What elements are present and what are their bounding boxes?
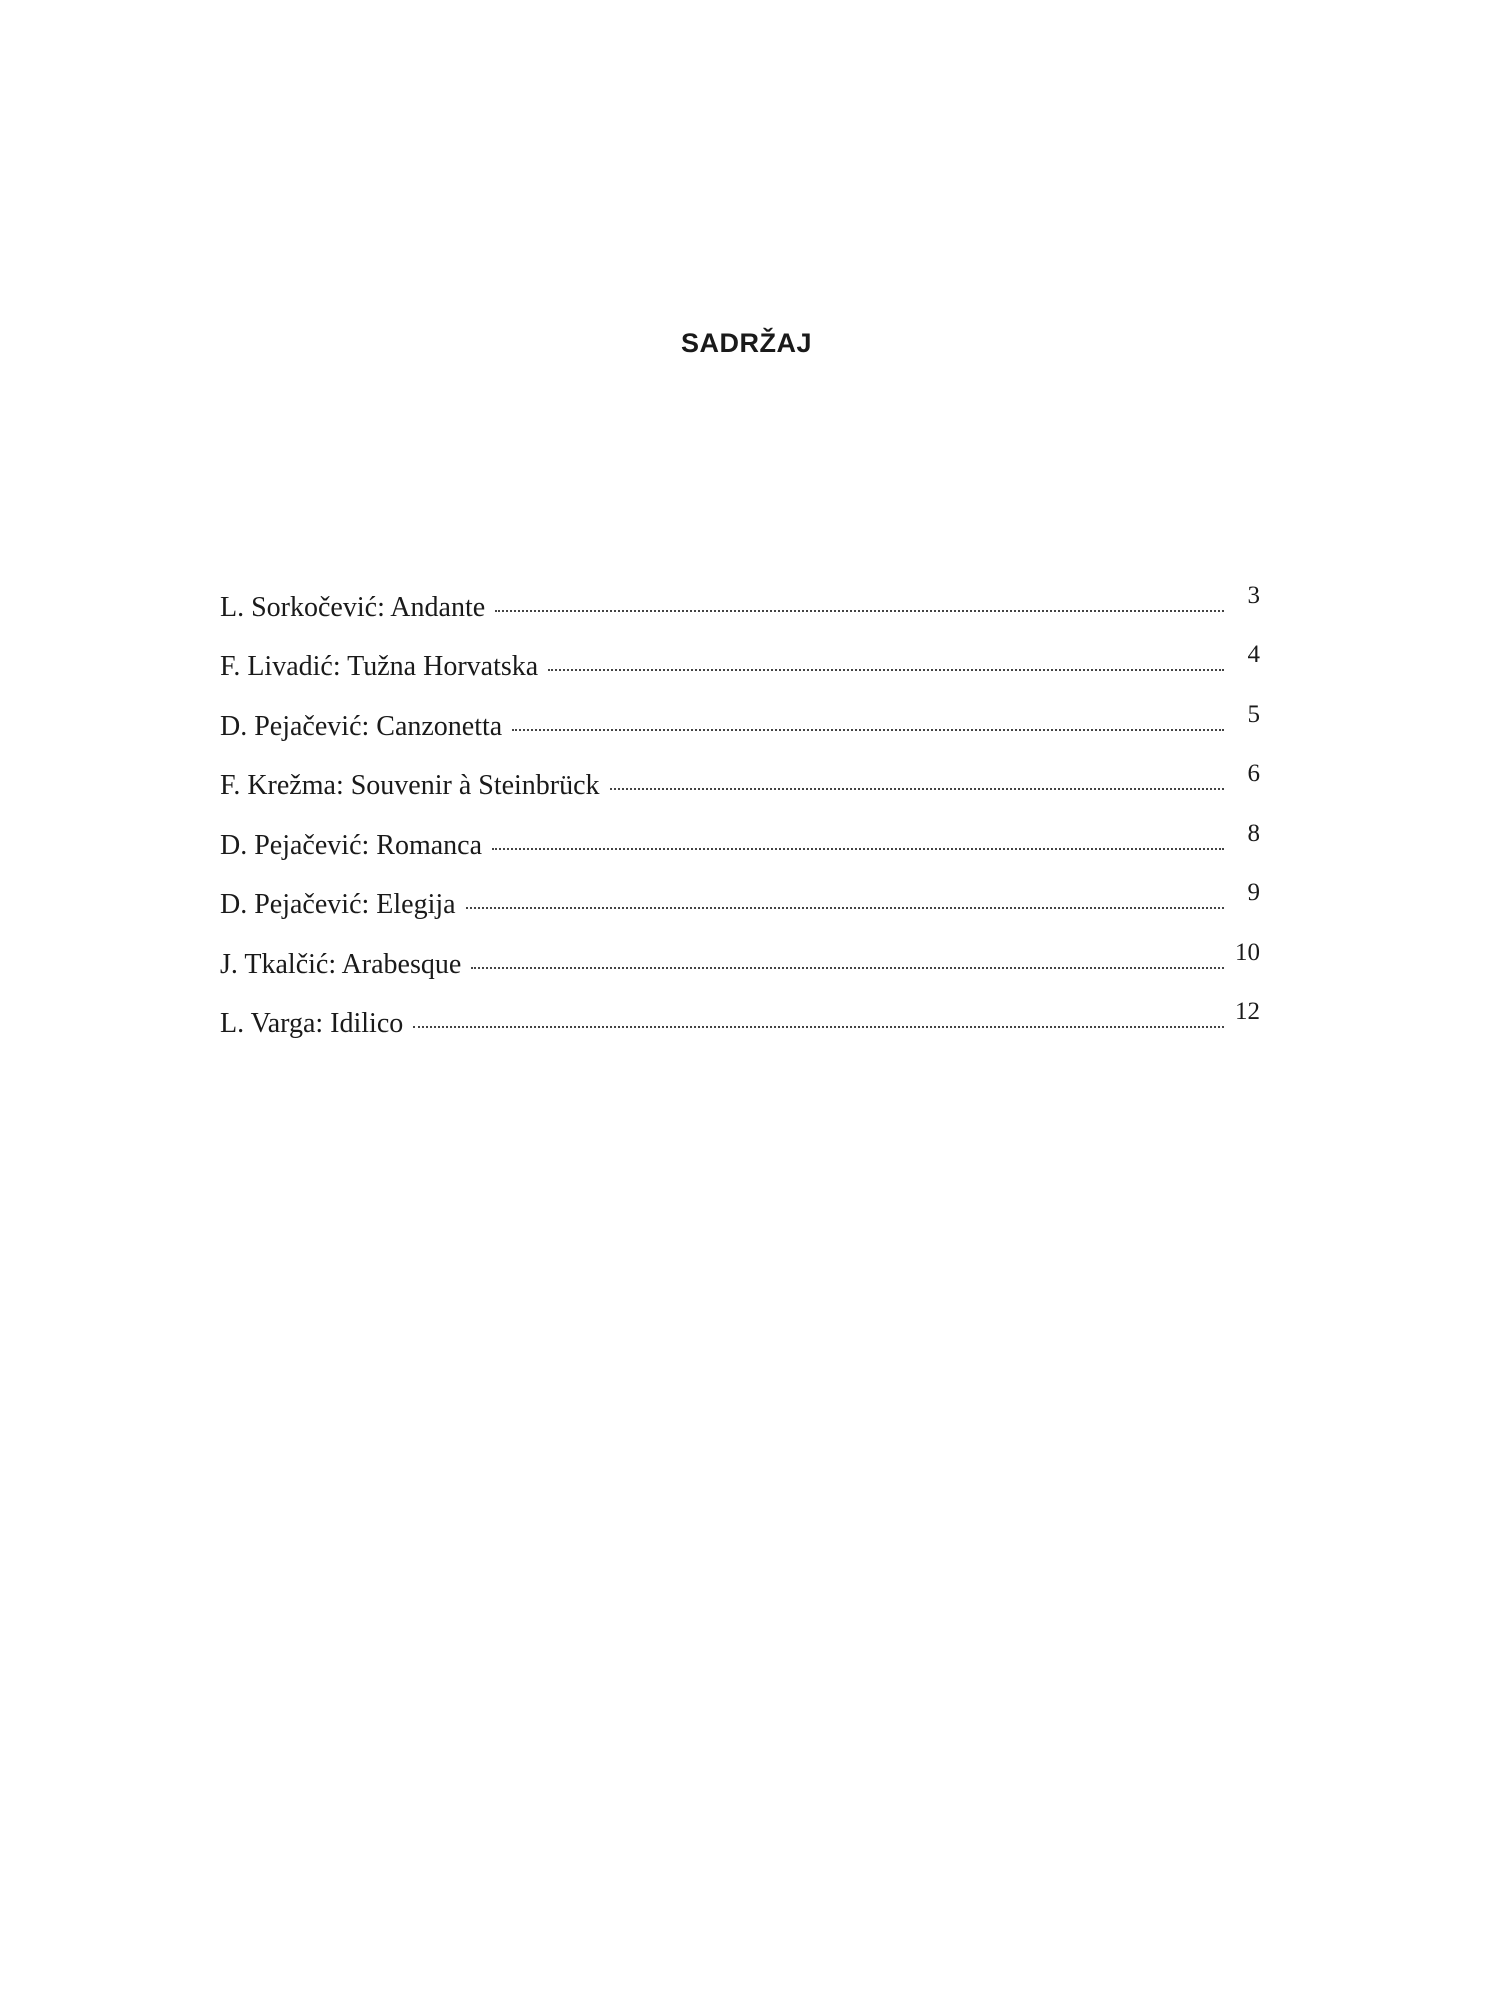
dot-leader [548, 669, 1224, 671]
toc-entry [220, 923, 1260, 983]
toc-entry [220, 745, 1260, 805]
toc-entry [220, 685, 1260, 745]
toc-entry-page: 6 [1247, 760, 1260, 787]
toc-entry-page: 5 [1247, 700, 1260, 728]
dot-leader [471, 967, 1224, 969]
toc-entry-title: L. Varga: Idilico [220, 1008, 404, 1039]
page-title: SADRŽAJ [680, 328, 812, 358]
toc-entry-page: 3 [1247, 581, 1260, 609]
toc-entry-page: 12 [1235, 998, 1260, 1025]
toc-entry-page: 4 [1247, 641, 1260, 668]
toc-entry-page: 9 [1247, 879, 1260, 906]
toc-entry-title: D. Pejačević: Romanca [220, 829, 483, 861]
toc-entry-page: 10 [1235, 938, 1260, 966]
toc-entry [220, 983, 1260, 1043]
toc-entry [220, 626, 1260, 686]
toc-entry [220, 804, 1260, 864]
toc-entry-title: F. Livadić: Tužna Horvatska [220, 651, 539, 682]
dot-leader [512, 729, 1224, 731]
dot-leader [495, 610, 1224, 612]
toc-entry-title: J. Tkalčić: Arabesque [220, 948, 462, 980]
toc-entry-title: F. Krežma: Souvenir à Steinbrück [220, 770, 600, 801]
dot-leader [610, 788, 1224, 790]
toc-entry [220, 864, 1260, 924]
toc-entry-title: D. Pejačević: Canzonetta [220, 710, 503, 742]
table-of-contents [220, 566, 1260, 1042]
dot-leader [466, 907, 1224, 909]
toc-entry-title: D. Pejačević: Elegija [220, 889, 456, 920]
dot-leader [492, 848, 1224, 850]
toc-entry-title: L. Sorkočević: Andante [220, 591, 486, 623]
toc-entry-page: 8 [1247, 819, 1260, 847]
dot-leader [413, 1026, 1224, 1028]
toc-entry [220, 566, 1260, 626]
